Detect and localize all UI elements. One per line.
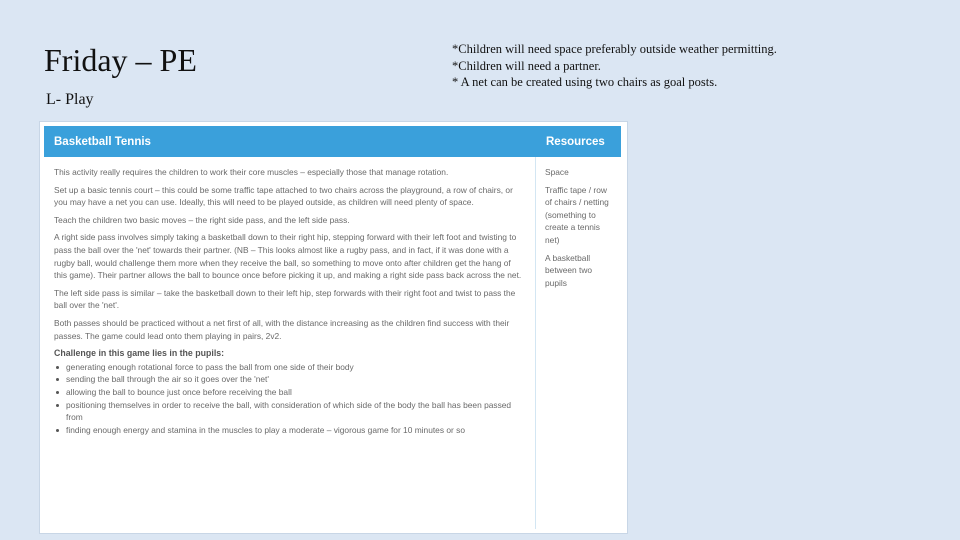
resource-item: Traffic tape / row of chairs / netting (something to create a tennis net) <box>545 184 609 245</box>
challenge-list <box>54 361 524 437</box>
slide-notes <box>452 41 932 91</box>
challenge-item: generating enough rotational force to pass the ball from one side of their body <box>66 361 524 374</box>
activity-paragraph: The left side pass is similar – take the basketball down to their left hip, step forwards with their right foot and twist to pass the ball over the 'net'. <box>54 287 516 311</box>
activity-paragraph: Teach the children two basic moves – the right side pass, and the left side pass. <box>54 214 350 225</box>
challenge-item: sending the ball through the air so it goes over the 'net' <box>66 373 524 386</box>
activity-paragraph: Set up a basic tennis court – this could be some traffic tape attached to two chairs across the playground, a row of chairs, or you may have a net you can use. Ideally, this will need to be played outside, as children will need plenty of space. <box>54 184 513 208</box>
note-line: *Children will need space preferably outside weather permitting. <box>452 42 777 56</box>
activity-paragraph: A right side pass involves simply taking a basketball down to their right hip, stepping forward with their left foot and twisting to pass the ball over the 'net' towards their partner. (NB – This looks almost like a rugby pass, and in fact, if it was done with a rugby ball, would challenge them more when they receive the ball, so something to move onto after children get the hang of this game). Their partner allows the ball to bounce once before picking it up, and making a right side pass back across the net. <box>54 232 522 281</box>
slide-subtitle: L- Play <box>46 91 94 108</box>
challenge-item: finding enough energy and stamina in the muscles to play a moderate – vigorous game for 10 minutes or so <box>66 424 524 437</box>
resource-item: Space <box>545 167 569 177</box>
activity-description <box>54 166 524 436</box>
resources-column <box>545 166 615 294</box>
activity-paragraph: This activity really requires the children to work their core muscles – especially those that manage rotation. <box>54 167 449 177</box>
note-line: * A net can be created using two chairs as goal posts. <box>452 75 718 89</box>
challenge-item: positioning themselves in order to receive the ball, with consideration of which side of the body the ball has been passed from <box>66 399 524 424</box>
card-header <box>44 126 621 157</box>
activity-paragraph: Both passes should be practiced without a net first of all, with the distance increasing as the children find success with their passes. The game could lead onto them playing in pairs, 2v2. <box>54 317 510 341</box>
challenge-heading: Challenge in this game lies in the pupils: <box>54 348 225 359</box>
resource-item: A basketball between two pupils <box>545 252 593 288</box>
activity-card-image <box>40 122 627 533</box>
slide-title: Friday – PE <box>44 42 197 78</box>
challenge-item: allowing the ball to bounce just once before receiving the ball <box>66 386 524 399</box>
column-divider <box>535 157 536 529</box>
card-header-resources: Resources <box>546 136 605 148</box>
card-header-title: Basketball Tennis <box>54 136 151 148</box>
note-line: *Children will need a partner. <box>452 58 601 73</box>
